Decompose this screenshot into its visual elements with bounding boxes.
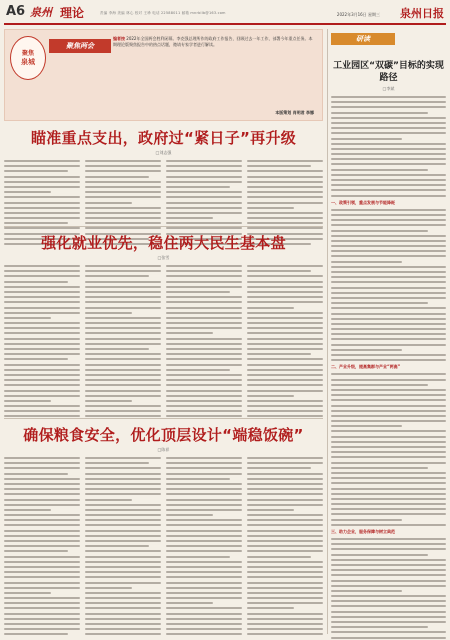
intro-panel <box>4 29 323 121</box>
article-1-title: 瞄准重点支出，政府过“紧日子”再升级 <box>30 129 297 147</box>
badge-top-text: 聚焦 <box>21 50 34 57</box>
divider <box>4 418 323 419</box>
article-2-byline: □张雪 <box>157 255 170 260</box>
article-1 <box>4 127 323 248</box>
column-badge <box>10 36 46 80</box>
sidebar-title: 工业园区“双碳”目标的实现路径 <box>333 61 444 83</box>
masthead-logo: 泉州 <box>30 6 52 19</box>
article-2-title: 强化就业优先，稳住两大民生基本盘 <box>41 234 286 252</box>
column-banner: 聚焦两会 <box>49 39 111 53</box>
page-number: A6 <box>6 4 26 19</box>
article-3-body <box>4 457 323 639</box>
badge-bottom-text: 泉城 <box>21 58 35 66</box>
sidebar-subhead: 二、产业升级，提高集群与产业“两高” <box>331 364 401 370</box>
article-2 <box>4 232 323 421</box>
article-1-byline: □刘志强 <box>155 150 172 155</box>
planning-credit: 本版策划 肖明君 李娜 <box>275 110 314 115</box>
column-divider <box>327 29 328 634</box>
editor-note-label: 编者按 <box>113 36 125 41</box>
editor-note-text: 2022年全国两会胜利闭幕。李克强总理所作的政府工作报告，回顾过去一年工作，部署今年重点任务。本期理论版聚焦报告中的热点话题，邀请专家学者进行解读。 <box>113 36 313 48</box>
article-3 <box>4 424 323 639</box>
sidebar-subhead: 一、政策引领，重点发展与节能降耗 <box>331 199 395 205</box>
editor-note <box>113 36 316 49</box>
article-3-byline: □陈祥 <box>157 447 170 452</box>
article-2-body <box>4 265 323 421</box>
sidebar-tag: 研读 <box>331 33 395 45</box>
sidebar-article <box>331 29 446 634</box>
masthead <box>4 3 446 25</box>
divider <box>4 226 323 227</box>
issue-date: 2022年3月16日 星期三 <box>336 12 380 17</box>
editor-credits: 责编 李海 美编 林心 校对 王珍 电话 22588011 邮箱 mnrbllb@163.com <box>100 11 226 15</box>
sidebar-header <box>331 29 446 59</box>
article-3-title: 确保粮食安全，优化顶层设计“端稳饭碗” <box>23 426 304 444</box>
section-title: 理论 <box>60 6 85 20</box>
paper-name: 泉州日报 <box>400 7 444 20</box>
sidebar-subhead: 三、助力企业，服务保障与树立典范 <box>331 529 395 534</box>
sidebar-body <box>331 96 446 640</box>
sidebar-byline: □李斌 <box>382 86 395 91</box>
